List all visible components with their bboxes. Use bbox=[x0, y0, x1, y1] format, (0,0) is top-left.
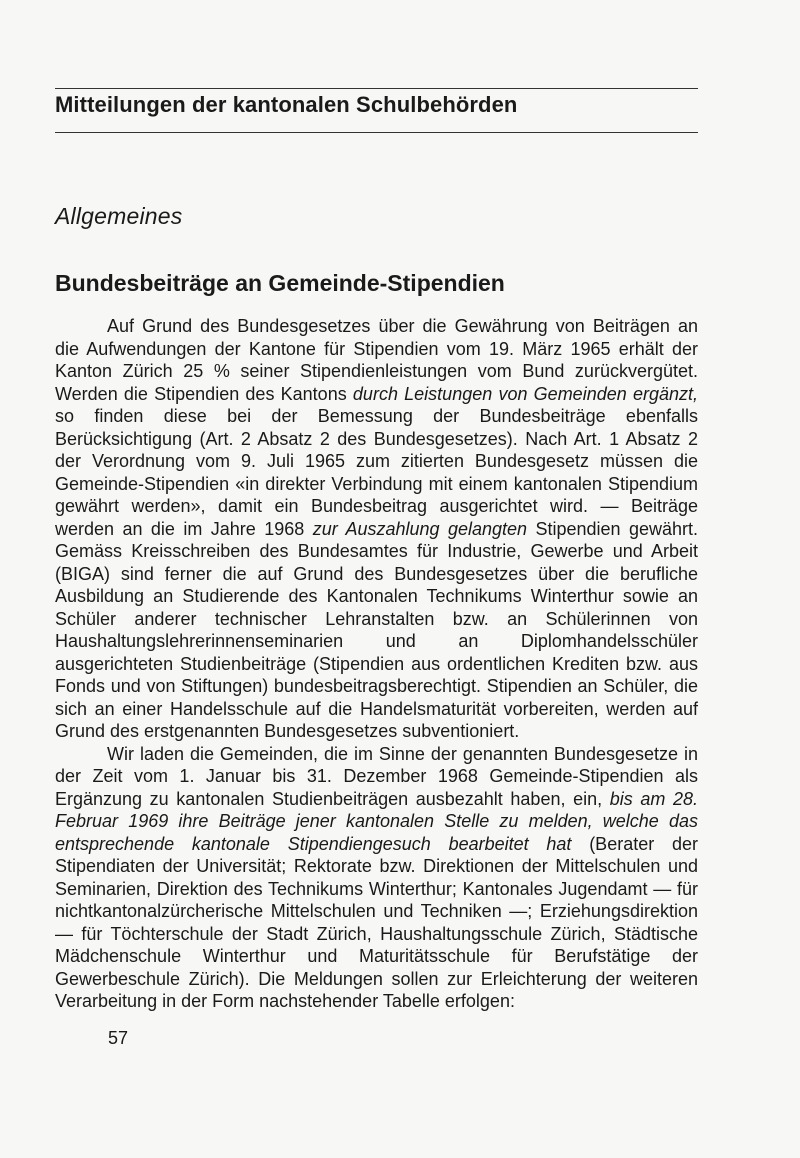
article-body bbox=[55, 315, 698, 1013]
paragraph-2 bbox=[55, 743, 698, 1013]
paragraph-2-text-a: Wir laden die Gemeinden, die im Sinne der genannten Bundesgesetze in der Zeit vom 1. Januar bis 31. Dezember 1968 Gemeinde-Stipendien als Ergänzung zu kantonalen Studienbeiträgen ausbezahlt haben, ein, bbox=[55, 743, 698, 809]
paragraph-1 bbox=[55, 315, 698, 743]
article-title: Bundesbeiträge an Gemeinde-Stipendien bbox=[55, 270, 505, 296]
page-number: 57 bbox=[108, 1028, 129, 1048]
paragraph-2-text-b: (Berater der Stipendiaten der Universität; Rektorate bzw. Direktionen der Mittelschulen und Seminarien, Direktion des Technikums Winterthur; Kantonales Jugendamt — für nichtkantonalzürcherische Mittelschulen und Techniken —; Erziehungsdirektion — für Töchterschule der Stadt Zürich, Haushaltungsschule Zürich, Städtische Mädchenschule Winterthur und Maturitätsschule für Berufstätige der Gewerbeschule Zürich). Die Meldungen sollen zur Erleichterung der weiteren Verarbeitung in der Form nachstehender Tabelle erfolgen: bbox=[55, 833, 698, 1011]
paragraph-1-text-b: so finden diese bei der Bemessung der Bundesbeiträge ebenfalls Berücksichtigung (Art. 2 Absatz 2 des Bundesgesetzes). Nach Art. 1 Absatz 2 der Verordnung vom 9. Juli 1965 zum zitierten Bundesgesetz müssen die Gemeinde-Stipendien «in direkter Verbindung mit einem kantonalen Stipendium gewährt werden», damit ein Bundesbeitrag ausgerichtet wird. — Beiträge werden an die im Jahre 1968 bbox=[55, 406, 698, 539]
page-header-title: Mitteilungen der kantonalen Schulbehörden bbox=[55, 92, 518, 117]
paragraph-1-text-a: Auf Grund des Bundesgesetzes über die Gewährung von Beiträgen an die Aufwendungen der Kantone für Stipendien vom 19. März 1965 erhält der Kanton Zürich 25 % seiner Stipendienleistungen vom Bund zurückvergütet. Werden die Stipendien des Kantons bbox=[55, 316, 698, 404]
section-title: Allgemeines bbox=[55, 203, 183, 229]
paragraph-1-text-c: Stipendien gewährt. Gemäss Kreisschreiben des Bundesamtes für Industrie, Gewerbe und Arbeit (BIGA) sind ferner die auf Grund des Bundesgesetzes über die berufliche Ausbildung an Studierende des Kantonalen Technikums Winterthur sowie an Schüler anderer technischer Lehranstalten bzw. an Schülerinnen von Haushaltungslehrerinnenseminarien und an Diplomhandelsschüler ausgerichteten Studienbeiträge (Stipendien aus ordentlichen Krediten bzw. aus Fonds und von Stiftungen) bundesbeitragsberechtigt. Stipendien an Schüler, die sich an einer Handelsschule auf die Handelsmaturität vorbereiten, werden auf Grund des erstgenannten Bundesgesetzes subventioniert. bbox=[55, 518, 699, 741]
paragraph-1-emphasis-b: zur Auszahlung gelangten bbox=[312, 518, 528, 539]
paragraph-1-emphasis-a: durch Leistungen von Gemeinden ergänzt, bbox=[352, 383, 698, 404]
paragraph-2-emphasis-a: bis am 28. Februar 1969 ihre Beiträge jener kantonalen Stelle zu melden, welche das entsprechende kantonale Stipendiengesuch bearbeitet hat bbox=[55, 788, 699, 854]
header-rule-top bbox=[55, 88, 698, 89]
header-rule-bottom bbox=[55, 132, 698, 133]
